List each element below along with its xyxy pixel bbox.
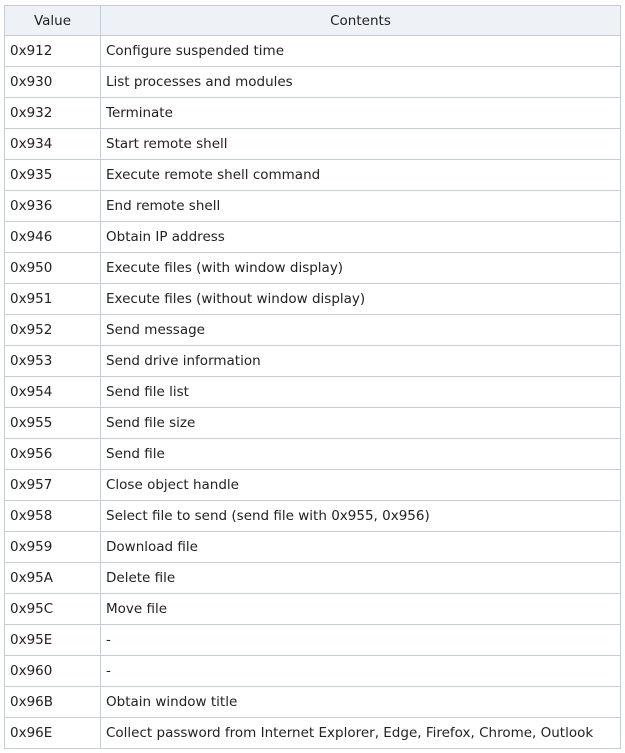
cell-contents: Send file list — [101, 377, 621, 408]
table-row — [5, 36, 621, 67]
cell-contents: Send drive information — [101, 346, 621, 377]
table-row — [5, 377, 621, 408]
cell-contents: - — [101, 656, 621, 687]
cell-contents: Send file — [101, 439, 621, 470]
table-row — [5, 346, 621, 377]
table-row — [5, 594, 621, 625]
cell-contents: Download file — [101, 532, 621, 563]
cell-value: 0x952 — [5, 315, 101, 346]
table-row — [5, 563, 621, 594]
cell-contents: Close object handle — [101, 470, 621, 501]
cell-contents: Start remote shell — [101, 129, 621, 160]
cell-value: 0x95C — [5, 594, 101, 625]
cell-value: 0x959 — [5, 532, 101, 563]
cell-value: 0x935 — [5, 160, 101, 191]
table-row — [5, 408, 621, 439]
cell-value: 0x957 — [5, 470, 101, 501]
cell-contents: Obtain window title — [101, 687, 621, 718]
cell-contents: Delete file — [101, 563, 621, 594]
cell-contents: Obtain IP address — [101, 222, 621, 253]
cell-value: 0x946 — [5, 222, 101, 253]
cell-contents: Collect password from Internet Explorer, Edge, Firefox, Chrome, Outlook — [101, 718, 621, 749]
cell-contents: List processes and modules — [101, 67, 621, 98]
table-row — [5, 222, 621, 253]
cell-contents: - — [101, 625, 621, 656]
table-row — [5, 129, 621, 160]
table-body — [5, 36, 621, 749]
cell-value: 0x95E — [5, 625, 101, 656]
table-row — [5, 687, 621, 718]
header-value: Value — [5, 6, 101, 36]
cell-contents: Execute files (with window display) — [101, 253, 621, 284]
cell-contents: Terminate — [101, 98, 621, 129]
cell-value: 0x956 — [5, 439, 101, 470]
cell-contents: Send file size — [101, 408, 621, 439]
cell-value: 0x958 — [5, 501, 101, 532]
table-row — [5, 532, 621, 563]
cell-value: 0x934 — [5, 129, 101, 160]
cell-contents: Configure suspended time — [101, 36, 621, 67]
cell-value: 0x930 — [5, 67, 101, 98]
table-row — [5, 67, 621, 98]
table-row — [5, 98, 621, 129]
cell-value: 0x960 — [5, 656, 101, 687]
table-row — [5, 718, 621, 749]
table-row — [5, 160, 621, 191]
table-row — [5, 439, 621, 470]
cell-value: 0x96E — [5, 718, 101, 749]
cell-contents: Execute files (without window display) — [101, 284, 621, 315]
table-row — [5, 625, 621, 656]
cell-value: 0x912 — [5, 36, 101, 67]
table-row — [5, 284, 621, 315]
cell-contents: End remote shell — [101, 191, 621, 222]
cell-contents: Send message — [101, 315, 621, 346]
table-header-row — [5, 6, 621, 36]
command-table — [4, 5, 621, 749]
cell-value: 0x932 — [5, 98, 101, 129]
cell-value: 0x96B — [5, 687, 101, 718]
cell-value: 0x953 — [5, 346, 101, 377]
cell-value: 0x95A — [5, 563, 101, 594]
cell-value: 0x936 — [5, 191, 101, 222]
cell-value: 0x954 — [5, 377, 101, 408]
cell-value: 0x951 — [5, 284, 101, 315]
cell-contents: Select file to send (send file with 0x955, 0x956) — [101, 501, 621, 532]
table-row — [5, 315, 621, 346]
table-row — [5, 470, 621, 501]
cell-contents: Execute remote shell command — [101, 160, 621, 191]
cell-value: 0x950 — [5, 253, 101, 284]
cell-value: 0x955 — [5, 408, 101, 439]
command-table-container — [4, 5, 620, 749]
cell-contents: Move file — [101, 594, 621, 625]
header-contents: Contents — [101, 6, 621, 36]
table-row — [5, 191, 621, 222]
table-row — [5, 656, 621, 687]
table-row — [5, 253, 621, 284]
table-row — [5, 501, 621, 532]
